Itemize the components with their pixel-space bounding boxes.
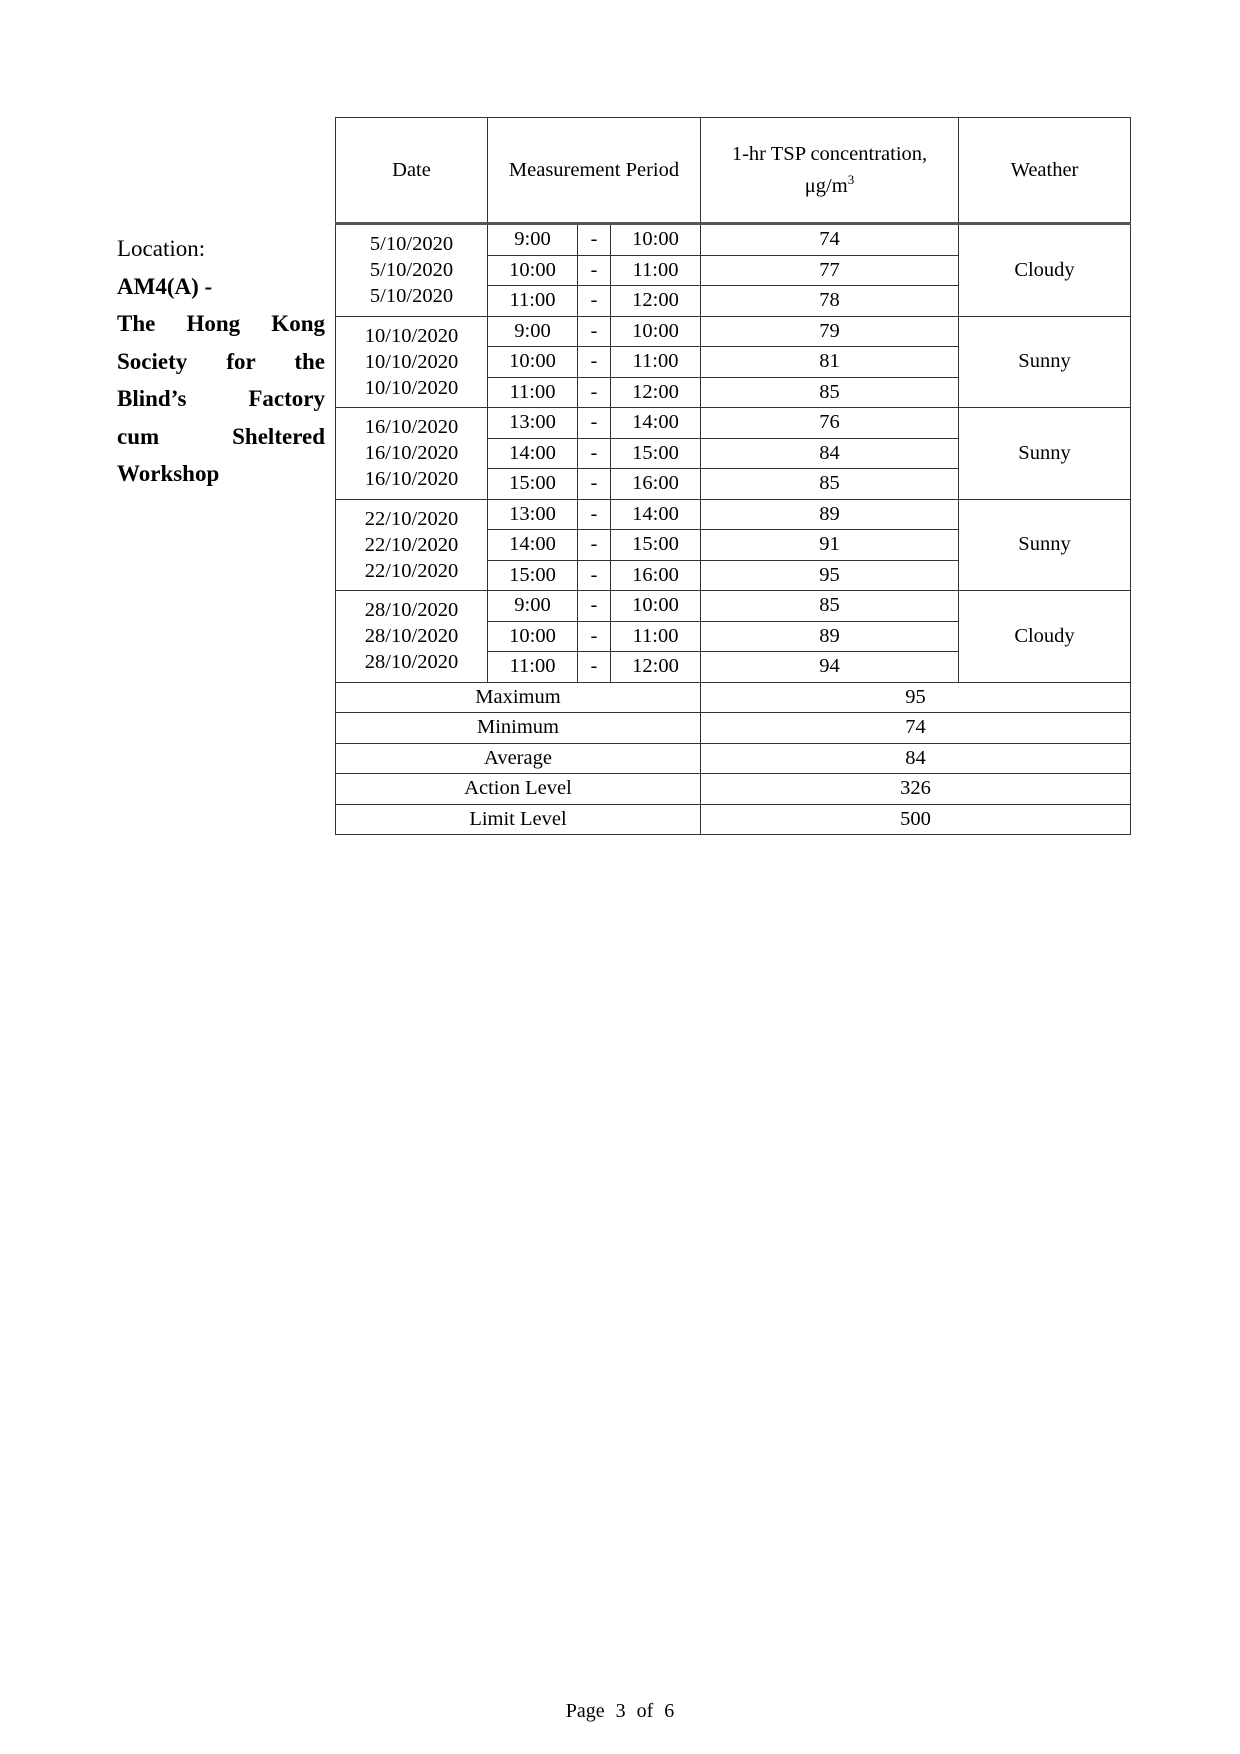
period-end: 12:00 [611, 652, 701, 683]
summary-label: Average [336, 743, 701, 774]
tsp-value: 95 [701, 560, 959, 591]
location-name-line: cum Sheltered [117, 423, 325, 449]
period-end: 15:00 [611, 530, 701, 561]
date-value: 16/10/2020 [364, 468, 459, 491]
period-separator: - [578, 316, 611, 347]
period-end: 11:00 [611, 621, 701, 652]
summary-value: 84 [701, 743, 1131, 774]
period-separator: - [578, 469, 611, 500]
period-separator: - [578, 347, 611, 378]
location-name-line: Society for the [117, 348, 325, 374]
period-start: 10:00 [488, 347, 578, 378]
date-column-header: Date [336, 118, 488, 224]
period-end: 14:00 [611, 408, 701, 439]
period-separator: - [578, 286, 611, 317]
footer-page-number: 3 [615, 1700, 626, 1722]
date-value: 16/10/2020 [364, 416, 459, 439]
period-end: 10:00 [611, 224, 701, 256]
period-start: 9:00 [488, 224, 578, 256]
date-value: 22/10/2020 [364, 533, 459, 556]
weather-cell: Sunny [959, 408, 1131, 500]
tsp-value: 94 [701, 652, 959, 683]
tsp-value: 89 [701, 499, 959, 530]
concentration-header-text: 1-hr TSP concentration, [731, 143, 928, 166]
location-label: Location: [117, 236, 206, 261]
summary-label: Limit Level [336, 804, 701, 835]
date-cell [336, 499, 488, 591]
tsp-value: 85 [701, 377, 959, 408]
table-row [336, 499, 1131, 530]
period-end: 15:00 [611, 438, 701, 469]
location-code: AM4(A) - [117, 273, 213, 299]
period-separator: - [578, 499, 611, 530]
location-name-line: Workshop [117, 461, 220, 486]
summary-label: Maximum [336, 682, 701, 713]
header-row [336, 118, 1131, 224]
period-end: 10:00 [611, 591, 701, 622]
weather-column-header: Weather [959, 118, 1131, 224]
tsp-value: 85 [701, 469, 959, 500]
tsp-value: 78 [701, 286, 959, 317]
date-cell [336, 591, 488, 683]
tsp-value: 76 [701, 408, 959, 439]
date-value: 10/10/2020 [364, 376, 459, 399]
date-value: 5/10/2020 [369, 285, 454, 308]
table-row [336, 316, 1131, 347]
period-separator: - [578, 652, 611, 683]
period-end: 10:00 [611, 316, 701, 347]
summary-value: 95 [701, 682, 1131, 713]
tsp-value: 74 [701, 224, 959, 256]
period-end: 14:00 [611, 499, 701, 530]
period-start: 13:00 [488, 408, 578, 439]
summary-label: Action Level [336, 774, 701, 805]
footer-total-pages: 6 [664, 1700, 675, 1722]
period-end: 12:00 [611, 377, 701, 408]
weather-cell: Cloudy [959, 224, 1131, 317]
period-separator: - [578, 438, 611, 469]
summary-value: 74 [701, 713, 1131, 744]
period-start: 15:00 [488, 560, 578, 591]
tsp-value: 79 [701, 316, 959, 347]
period-start: 15:00 [488, 469, 578, 500]
period-end: 12:00 [611, 286, 701, 317]
date-value: 22/10/2020 [364, 507, 459, 530]
weather-cell: Sunny [959, 499, 1131, 591]
period-start: 9:00 [488, 316, 578, 347]
period-separator: - [578, 530, 611, 561]
period-separator: - [578, 560, 611, 591]
tsp-value: 77 [701, 255, 959, 286]
date-value: 10/10/2020 [364, 324, 459, 347]
period-column-header: Measurement Period [488, 118, 701, 224]
date-value: 28/10/2020 [364, 599, 459, 622]
table-row [336, 224, 1131, 256]
date-value: 10/10/2020 [364, 350, 459, 373]
summary-value: 500 [701, 804, 1131, 835]
summary-value: 326 [701, 774, 1131, 805]
table-row [336, 591, 1131, 622]
period-start: 11:00 [488, 652, 578, 683]
location-name-line: Blind’s Factory [117, 386, 325, 411]
tsp-value: 85 [701, 591, 959, 622]
location-block [117, 230, 325, 493]
period-start: 10:00 [488, 255, 578, 286]
tsp-value: 91 [701, 530, 959, 561]
period-separator: - [578, 621, 611, 652]
date-cell [336, 224, 488, 317]
concentration-unit-superscript: 3 [847, 172, 855, 188]
period-separator: - [578, 377, 611, 408]
location-name-line: The Hong Kong [117, 311, 325, 336]
period-start: 9:00 [488, 591, 578, 622]
summary-row [336, 682, 1131, 713]
date-value: 5/10/2020 [369, 233, 454, 256]
tsp-value: 81 [701, 347, 959, 378]
date-value: 16/10/2020 [364, 442, 459, 465]
concentration-column-header [701, 118, 959, 224]
weather-cell: Sunny [959, 316, 1131, 408]
date-cell [336, 408, 488, 500]
tsp-value: 84 [701, 438, 959, 469]
tsp-value: 89 [701, 621, 959, 652]
summary-row [336, 713, 1131, 744]
period-separator: - [578, 224, 611, 256]
period-start: 11:00 [488, 286, 578, 317]
period-start: 13:00 [488, 499, 578, 530]
summary-label: Minimum [336, 713, 701, 744]
footer-of-word: of [636, 1700, 654, 1722]
summary-row [336, 743, 1131, 774]
table-row [336, 408, 1131, 439]
period-separator: - [578, 408, 611, 439]
period-start: 14:00 [488, 530, 578, 561]
period-end: 11:00 [611, 347, 701, 378]
period-start: 10:00 [488, 621, 578, 652]
page-footer [0, 1700, 1240, 1723]
date-value: 22/10/2020 [364, 559, 459, 582]
date-value: 28/10/2020 [364, 651, 459, 674]
period-end: 11:00 [611, 255, 701, 286]
period-end: 16:00 [611, 469, 701, 500]
tsp-measurement-table [335, 117, 1131, 835]
period-end: 16:00 [611, 560, 701, 591]
concentration-unit: μg/m [804, 174, 848, 197]
period-start: 11:00 [488, 377, 578, 408]
period-start: 14:00 [488, 438, 578, 469]
date-cell [336, 316, 488, 408]
weather-cell: Cloudy [959, 591, 1131, 683]
date-value: 5/10/2020 [369, 259, 454, 282]
summary-row [336, 804, 1131, 835]
period-separator: - [578, 255, 611, 286]
date-value: 28/10/2020 [364, 625, 459, 648]
footer-page-word: Page [565, 1700, 605, 1722]
period-separator: - [578, 591, 611, 622]
summary-row [336, 774, 1131, 805]
